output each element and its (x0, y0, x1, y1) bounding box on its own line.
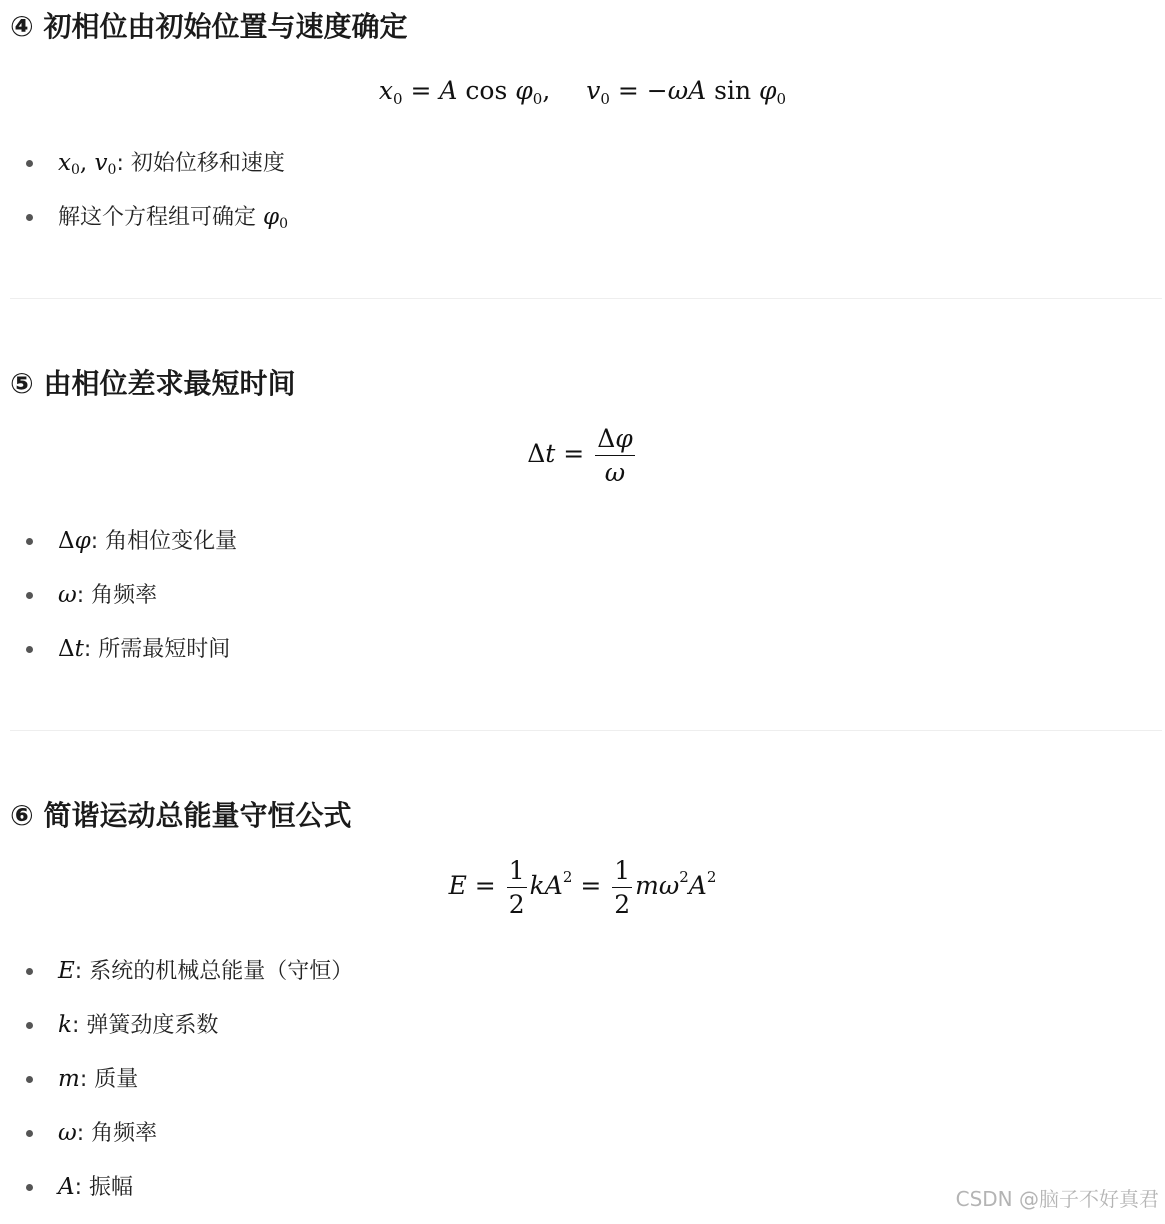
bullet-dot (26, 1076, 33, 1083)
fraction: $\frac{1}{2}$ (508, 856, 525, 919)
list-item: Δt: 所需最短时间 (0, 632, 1100, 686)
list-min-time-variables (0, 524, 1100, 686)
bullet-dot (26, 592, 33, 599)
section-divider (10, 298, 1162, 299)
list-item: Δφ: 角相位变化量 (0, 524, 1100, 578)
formula-initial-phase: $x_0 = A$ $\cos \varphi_0$, $v_0 = -\omega A$ $\sin \varphi_0$ (378, 76, 787, 108)
bullet-dot (26, 1184, 33, 1191)
bullet-dot (26, 1022, 33, 1029)
list-item: A: 振幅 (0, 1170, 1100, 1224)
bullet-dot (26, 968, 33, 975)
bullet-dot (26, 160, 33, 167)
fraction: $\frac{1}{2}$ (614, 856, 631, 919)
section-divider (10, 730, 1162, 731)
formula-energy: E = $\frac{1}{2}$ $kA^2$ = $\frac{1}{2}$ $m\omega^2A^2$ (448, 856, 717, 919)
bullet-dot (26, 214, 33, 221)
list-item: m: 质量 (0, 1062, 1100, 1116)
list-item: E: 系统的机械总能量（守恒） (0, 954, 1100, 1008)
fraction: $\frac{\Delta\varphi}{\omega}$ (597, 424, 633, 487)
section-heading-energy: ⑥ 简谐运动总能量守恒公式 (10, 799, 352, 832)
list-item: $x_0$, $v_0$: 初始位移和速度 (0, 146, 1100, 200)
list-energy-variables (0, 954, 1100, 1224)
list-initial-phase-variables (0, 146, 1100, 254)
formula-min-time: Δt = $\frac{\Delta\varphi}{\omega}$ (527, 424, 633, 487)
list-item: ω: 角频率 (0, 1116, 1100, 1170)
list-item: k: 弹簧劲度系数 (0, 1008, 1100, 1062)
section-heading-initial-phase: ④ 初相位由初始位置与速度确定 (10, 10, 408, 43)
list-item: 解这个方程组可确定 $\varphi_0$ (0, 200, 1100, 254)
bullet-dot (26, 538, 33, 545)
bullet-dot (26, 646, 33, 653)
list-item: ω: 角频率 (0, 578, 1100, 632)
bullet-dot (26, 1130, 33, 1137)
section-heading-min-time: ⑤ 由相位差求最短时间 (10, 367, 296, 400)
csdn-watermark: CSDN @脑子不好真君 (955, 1187, 1159, 1211)
